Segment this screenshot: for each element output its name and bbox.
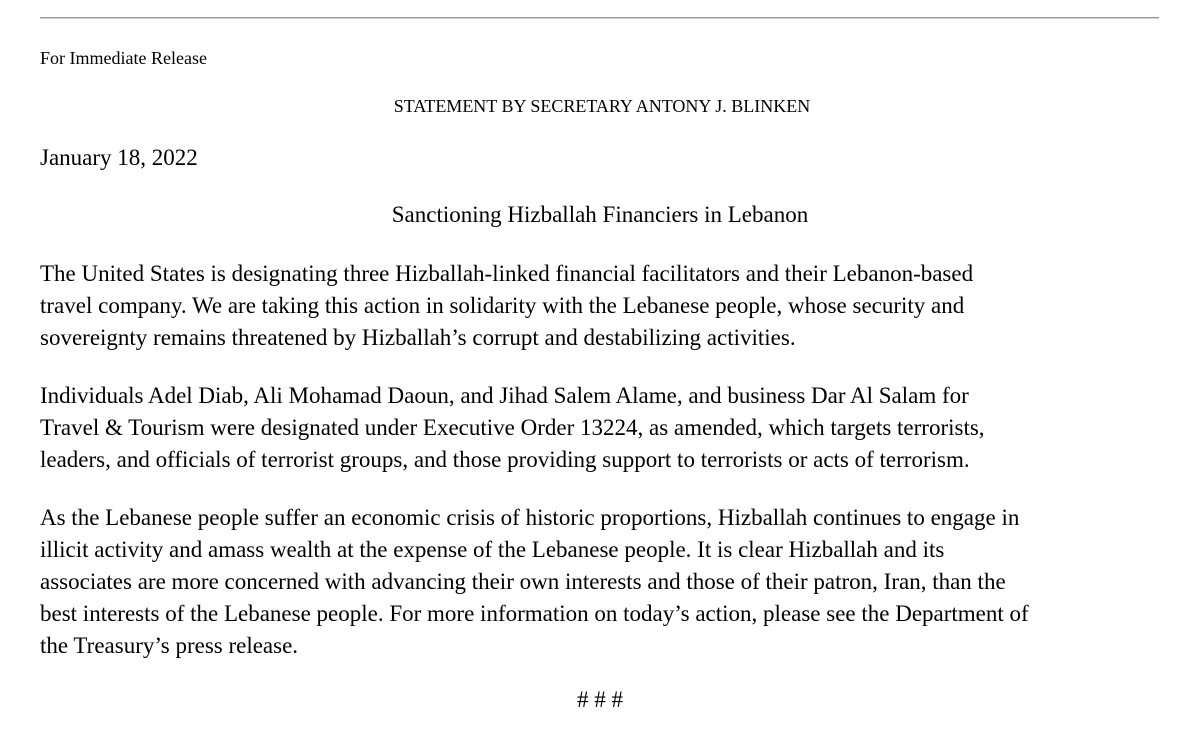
paragraph-line: illicit activity and amass wealth at the expense of the Lebanese people. It is clear Hizballah and its: [40, 537, 945, 562]
paragraph-line: best interests of the Lebanese people. For more information on today’s action, please see the Department of: [40, 601, 1029, 626]
paragraph-line: leaders, and officials of terrorist groups, and those providing support to terrorists or acts of terrorism.: [40, 447, 970, 472]
paragraph-line: Travel & Tourism were designated under Executive Order 13224, as amended, which targets terrorists,: [40, 415, 985, 440]
paragraph-line: Individuals Adel Diab, Ali Mohamad Daoun, and Jihad Salem Alame, and business Dar Al Salam for: [40, 383, 969, 408]
end-marker: # # #: [577, 687, 623, 712]
header-divider: [40, 17, 1159, 19]
body-paragraph-1: [40, 258, 1170, 354]
paragraph-line: The United States is designating three Hizballah-linked financial facilitators and their Lebanon-based: [40, 261, 974, 286]
paragraph-line: As the Lebanese people suffer an economic crisis of historic proportions, Hizballah continues to engage in: [40, 505, 1020, 530]
body-paragraph-2: [40, 380, 1170, 476]
statement-byline: STATEMENT BY SECRETARY ANTONY J. BLINKEN: [393, 96, 811, 116]
paragraph-line: travel company. We are taking this action in solidarity with the Lebanese people, whose security and: [40, 293, 965, 318]
paragraph-line: associates are more concerned with advancing their own interests and those of their patron, Iran, than the: [40, 569, 1006, 594]
paragraph-line: the Treasury’s press release.: [40, 633, 299, 658]
body-paragraph-3: [40, 502, 1170, 662]
statement-headline: Sanctioning Hizballah Financiers in Lebanon: [391, 202, 809, 227]
release-label: For Immediate Release: [40, 48, 207, 68]
release-date: January 18, 2022: [40, 145, 198, 170]
paragraph-line: sovereignty remains threatened by Hizballah’s corrupt and destabilizing activities.: [40, 325, 796, 350]
